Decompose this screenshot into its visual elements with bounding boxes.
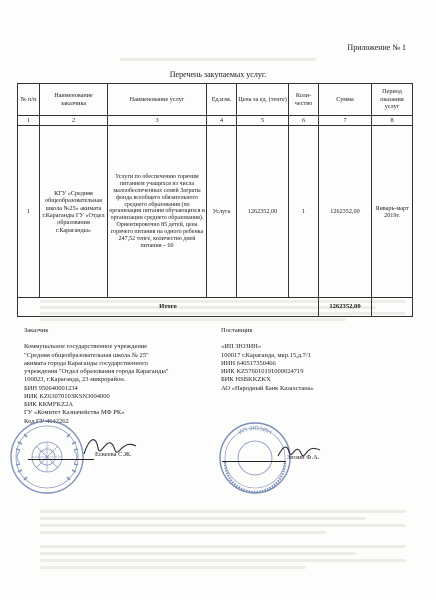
- supplier-line: ИИН 640517350466: [221, 359, 276, 367]
- column-number: 1: [18, 116, 40, 126]
- customer-line: Код ГУ 4642262: [24, 417, 69, 425]
- customer-heading: Заказчик: [24, 327, 49, 334]
- column-number: 2: [40, 116, 108, 126]
- customer-signature-line: [28, 459, 94, 460]
- row-quantity: 1: [289, 126, 319, 298]
- total-period-empty: [372, 298, 413, 317]
- column-number: 7: [319, 116, 372, 126]
- column-header-sum: Сумма: [319, 84, 372, 116]
- customer-signatory: Ескеева С.Ж.: [95, 451, 132, 458]
- appendix-label: Приложение № 1: [347, 43, 406, 52]
- row-price: 1262352,00: [237, 126, 289, 298]
- row-number: 1: [18, 126, 40, 298]
- supplier-signatory: Зюзин Ф.А.: [287, 454, 320, 461]
- column-number: 6: [289, 116, 319, 126]
- supplier-line: АО «Народный Банк Казахстана»: [221, 384, 314, 392]
- row-sum: 1262352,00: [319, 126, 372, 298]
- column-header-quantity: Коли-чество: [289, 84, 319, 116]
- column-number: 3: [108, 116, 207, 126]
- total-label: Итого: [18, 298, 319, 317]
- supplier-block: [221, 327, 421, 393]
- customer-line: БИК ККМFKZ2A: [24, 401, 74, 408]
- row-period: Январь-март 2019г.: [372, 126, 413, 298]
- table-header-row: [18, 84, 413, 116]
- supplier-line: 100017 г.Караганда, мкр.15,д.7/1: [221, 351, 311, 359]
- list-title: Перечень закупаемых услуг.: [169, 70, 267, 79]
- table-row: [18, 126, 413, 298]
- customer-block: [24, 327, 224, 426]
- supplier-heading: Поставщик: [221, 327, 253, 334]
- column-header-customer: Наименование заказчика: [40, 84, 108, 116]
- row-unit: Услуга: [207, 126, 237, 298]
- column-header-unit: Ед.изм.: [207, 84, 237, 116]
- supplier-line: «ИП ЗЮЗИН»: [221, 343, 262, 351]
- customer-line: БИН 950640001234: [24, 384, 78, 392]
- customer-seal-stamp: [8, 418, 86, 496]
- column-header-price: Цена за ед. (тенге): [237, 84, 289, 116]
- row-customer: КГУ «Средняя общеобразовательная школа №25» акимата г.Караганды ГУ «Отдел образования г.Караганды»: [40, 126, 108, 298]
- customer-line: акимата города Караганды государственного: [24, 359, 148, 367]
- column-header-number: № п/п: [18, 84, 40, 116]
- total-row: [18, 298, 413, 317]
- column-number: 5: [237, 116, 289, 126]
- column-number: 8: [372, 116, 413, 126]
- customer-line: ИИК KZ6307010ЗKSN3004000: [24, 392, 110, 400]
- services-table: [17, 83, 413, 317]
- column-header-services: Наименование услуг: [108, 84, 207, 116]
- total-sum: 1262352,00: [319, 298, 372, 317]
- supplier-line: БИК HSBKKZKX: [221, 376, 271, 384]
- customer-line: ГУ «Комитет Казначейства МФ РК»: [24, 409, 125, 417]
- column-number: 4: [207, 116, 237, 126]
- customer-line: "Средняя общеобразовательная школа № 25": [24, 351, 149, 359]
- row-services: Услуги по обеспечению горячим питанием учащихся из числа малообеспеченных семей Затраты фонда всеобщего обязательного среднего образования (по организации питания обучающихся в организации среднего образования). Ориентировочно 85 детей, цена горячего питания на одного ребенка 247,52 тенге, количество дней питания – 60: [108, 126, 207, 298]
- customer-line: 100023, г.Караганда, 23 микрорайон.: [24, 376, 126, 384]
- column-number-row: [18, 116, 413, 126]
- column-header-period: Период оказания услуг: [372, 84, 413, 116]
- svg-text:ИП ЗЮЗИН: [238, 426, 272, 436]
- supplier-signature-line: [222, 461, 286, 462]
- customer-line: учреждения "Отдел образования города Караганды": [24, 368, 169, 375]
- supplier-seal-text: ИП ЗЮЗИН: [237, 425, 273, 437]
- supplier-line: ИИК KZ576010191000024719: [221, 368, 304, 375]
- customer-line: Коммунальное государственное учреждение: [24, 343, 148, 351]
